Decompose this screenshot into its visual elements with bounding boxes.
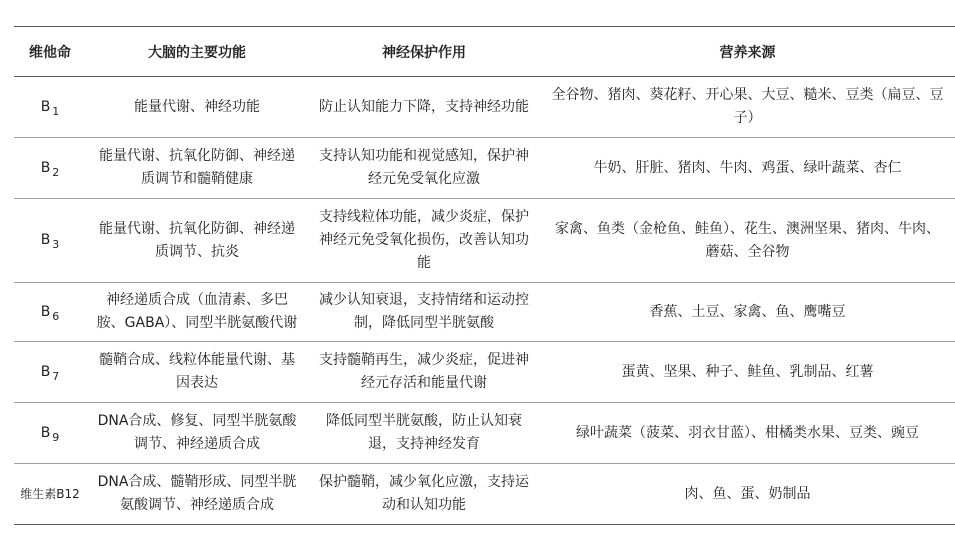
table-header-row — [14, 27, 955, 77]
table-row — [14, 342, 955, 403]
protection-cell: 保护髓鞘，减少氧化应激，支持运动和认知功能 — [308, 464, 540, 525]
sources-cell: 香蕉、土豆、家禽、鱼、鹰嘴豆 — [540, 283, 955, 342]
vitamin-letter: B — [40, 424, 51, 441]
vitamin-cell — [14, 199, 86, 283]
header-brain-function: 大脑的主要功能 — [86, 27, 308, 77]
protection-cell: 降低同型半胱氨酸，防止认知衰退，支持神经发育 — [308, 403, 540, 464]
function-cell: DNA合成、修复、同型半胱氨酸调节、神经递质合成 — [86, 403, 308, 464]
vitamin-b-table — [14, 26, 955, 525]
sources-cell: 蛋黄、坚果、种子、鲑鱼、乳制品、红薯 — [540, 342, 955, 403]
vitamin-subscript: 9 — [52, 430, 60, 444]
function-cell: 能量代谢、抗氧化防御、神经递质调节和髓鞘健康 — [86, 138, 308, 199]
vitamin-subscript: 6 — [52, 309, 60, 323]
function-cell: 能量代谢、抗氧化防御、神经递质调节、抗炎 — [86, 199, 308, 283]
vitamin-cell — [14, 138, 86, 199]
vitamin-cell — [14, 283, 86, 342]
vitamin-cell: 维生素B12 — [14, 464, 86, 525]
protection-cell: 支持线粒体功能，减少炎症，保护神经元免受氧化损伤，改善认知功能 — [308, 199, 540, 283]
vitamin-letter: B — [40, 232, 51, 248]
vitamin-subscript: 1 — [52, 104, 60, 118]
vitamin-cell — [14, 342, 86, 403]
protection-cell: 防止认知能力下降，支持神经功能 — [308, 77, 540, 138]
vitamin-subscript: 3 — [52, 238, 60, 251]
vitamin-subscript: 2 — [52, 165, 60, 179]
table-row — [14, 464, 955, 525]
vitamin-letter: B — [40, 159, 51, 176]
function-cell: DNA合成、髓鞘形成、同型半胱氨酸调节、神经递质合成 — [86, 464, 308, 525]
vitamin-subscript: 7 — [52, 369, 60, 383]
table-row — [14, 199, 955, 283]
table-row — [14, 77, 955, 138]
header-vitamin: 维他命 — [14, 27, 86, 77]
vitamin-cell — [14, 77, 86, 138]
sources-cell: 绿叶蔬菜（菠菜、羽衣甘蓝）、柑橘类水果、豆类、豌豆 — [540, 403, 955, 464]
protection-cell: 减少认知衰退，支持情绪和运动控制，降低同型半胱氨酸 — [308, 283, 540, 342]
function-cell: 髓鞘合成、线粒体能量代谢、基因表达 — [86, 342, 308, 403]
sources-cell: 家禽、鱼类（金枪鱼、鲑鱼）、花生、澳洲坚果、猪肉、牛肉、蘑菇、全谷物 — [540, 199, 955, 283]
function-cell: 能量代谢、神经功能 — [86, 77, 308, 138]
header-nutrition-source: 营养来源 — [540, 27, 955, 77]
function-cell: 神经递质合成（血清素、多巴胺、GABA）、同型半胱氨酸代谢 — [86, 283, 308, 342]
vitamin-letter: B — [40, 98, 51, 115]
sources-cell: 全谷物、猪肉、葵花籽、开心果、大豆、糙米、豆类（扁豆、豆子） — [540, 77, 955, 138]
sources-cell: 肉、鱼、蛋、奶制品 — [540, 464, 955, 525]
vitamin-letter: B — [40, 363, 51, 380]
protection-cell: 支持认知功能和视觉感知，保护神经元免受氧化应激 — [308, 138, 540, 199]
vitamin-letter: B — [40, 303, 51, 320]
header-neuroprotection: 神经保护作用 — [308, 27, 540, 77]
table-row — [14, 138, 955, 199]
protection-cell: 支持髓鞘再生，减少炎症，促进神经元存活和能量代谢 — [308, 342, 540, 403]
table-row — [14, 283, 955, 342]
sources-cell: 牛奶、肝脏、猪肉、牛肉、鸡蛋、绿叶蔬菜、杏仁 — [540, 138, 955, 199]
vitamin-cell — [14, 403, 86, 464]
table-row — [14, 403, 955, 464]
